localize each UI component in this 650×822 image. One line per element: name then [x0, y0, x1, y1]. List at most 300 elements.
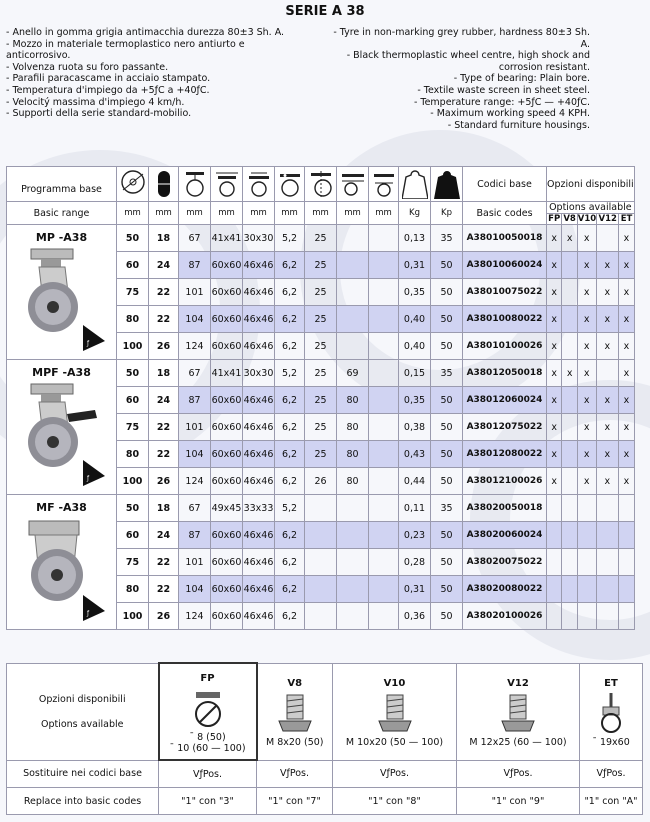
option-mark: x	[577, 441, 596, 468]
options-label-en: Options available	[549, 202, 632, 213]
value-cell: 101	[179, 279, 211, 306]
value-cell: 6,2	[275, 387, 305, 414]
value-cell: 24	[149, 252, 179, 279]
value-cell: 24	[149, 387, 179, 414]
value-cell	[369, 495, 399, 522]
option-mark	[547, 576, 562, 603]
option-mark: x	[619, 387, 635, 414]
dimension-icon-cell	[117, 167, 149, 202]
option-mark: x	[619, 225, 635, 252]
option-mark	[619, 522, 635, 549]
dimension-icon-cell	[369, 167, 399, 202]
options-label-cell	[7, 663, 159, 760]
value-cell: 50	[431, 279, 463, 306]
value-cell: 6,2	[275, 333, 305, 360]
value-cell: 46x46	[243, 549, 275, 576]
value-cell: 67	[179, 225, 211, 252]
option-col-label: V8	[563, 214, 576, 224]
value-cell: 6,2	[275, 279, 305, 306]
value-cell: 33x33	[243, 495, 275, 522]
value-cell: 22	[149, 279, 179, 306]
option-name: ET	[604, 678, 618, 689]
unit-label: mm	[337, 202, 369, 225]
option-mark	[547, 495, 562, 522]
value-cell: 124	[179, 468, 211, 495]
table-row	[7, 225, 635, 252]
value-cell: 60x60	[211, 603, 243, 630]
option-position: VƒPos.	[457, 760, 580, 788]
basic-code: A38020100026	[463, 603, 547, 630]
value-cell: 18	[149, 360, 179, 387]
value-cell: 35	[431, 225, 463, 252]
option-v12-cell	[457, 663, 580, 760]
basic-code: A38012100026	[463, 468, 547, 495]
bolt-icon	[273, 691, 317, 735]
value-cell	[369, 414, 399, 441]
value-cell	[337, 279, 369, 306]
spec-line: - Black thermoplastic wheel centre, high shock and corrosion resistant.	[346, 50, 590, 73]
specs-italian	[6, 27, 306, 120]
option-mark: x	[547, 333, 562, 360]
option-replacement: "1" con "9"	[457, 788, 580, 815]
value-cell: 50	[431, 549, 463, 576]
option-mark: x	[619, 360, 635, 387]
range-label-it: Programma base	[21, 183, 102, 195]
dimension-icon-cell	[275, 167, 305, 202]
option-mark	[547, 522, 562, 549]
option-mark	[596, 576, 619, 603]
unit-label: mm	[117, 202, 149, 225]
option-mark	[547, 603, 562, 630]
product-group-cell	[7, 495, 117, 630]
value-cell: 60x60	[211, 522, 243, 549]
spec-line: - Tyre in non-marking grey rubber, hardness 80±3 Sh. A.	[333, 27, 590, 50]
value-cell	[337, 603, 369, 630]
option-mark	[562, 414, 577, 441]
value-cell: 46x46	[243, 387, 275, 414]
value-cell: 18	[149, 495, 179, 522]
value-cell: 50	[431, 306, 463, 333]
option-mark	[596, 495, 619, 522]
option-mark: x	[547, 306, 562, 333]
option-mark	[619, 549, 635, 576]
option-mark: x	[547, 441, 562, 468]
spec-line: - Velocitý massima d'impiego 4 km/h.	[6, 96, 185, 108]
value-cell: 30x30	[243, 225, 275, 252]
value-cell	[305, 549, 337, 576]
option-mark	[577, 576, 596, 603]
basic-code: A38012050018	[463, 360, 547, 387]
value-cell: 104	[179, 576, 211, 603]
basic-code: A38010075022	[463, 279, 547, 306]
option-fp-cell	[159, 663, 257, 760]
basic-code: A38020050018	[463, 495, 547, 522]
option-mark	[596, 225, 619, 252]
option-mark: x	[619, 333, 635, 360]
value-cell: 25	[305, 333, 337, 360]
value-cell: 5,2	[275, 495, 305, 522]
value-cell	[337, 549, 369, 576]
codes-label-it: Codici base	[477, 178, 532, 190]
codes-label-en: Basic codes	[463, 202, 547, 225]
value-cell: 6,2	[275, 252, 305, 279]
value-cell: 50	[431, 576, 463, 603]
offset-icon	[308, 169, 334, 199]
option-mark: x	[619, 279, 635, 306]
specs-english	[328, 27, 590, 131]
overall-height-icon	[182, 169, 208, 199]
value-cell	[369, 468, 399, 495]
option-mark	[562, 576, 577, 603]
value-cell: 60	[117, 522, 149, 549]
value-cell: 6,2	[275, 414, 305, 441]
value-cell: 75	[117, 279, 149, 306]
options-label-it: Opzioni disponibili	[38, 693, 126, 705]
value-cell: 46x46	[243, 333, 275, 360]
dimension-icon-cell	[399, 167, 431, 202]
value-cell: 87	[179, 387, 211, 414]
value-cell: 25	[305, 225, 337, 252]
option-mark	[619, 495, 635, 522]
value-cell: 100	[117, 468, 149, 495]
brake-height-icon	[340, 169, 366, 199]
value-cell: 0,28	[399, 549, 431, 576]
value-cell: 50	[431, 414, 463, 441]
options-header	[547, 167, 635, 202]
value-cell: 80	[337, 441, 369, 468]
value-cell	[337, 252, 369, 279]
option-description-line: ¯ 8 (50)	[189, 731, 226, 743]
option-name: V12	[507, 678, 529, 689]
value-cell	[369, 279, 399, 306]
value-cell	[305, 603, 337, 630]
option-mark: x	[596, 333, 619, 360]
option-replacement: "1" con "A"	[580, 788, 643, 815]
bolt-icon	[373, 691, 417, 735]
tread-width-icon	[151, 169, 177, 199]
value-cell	[337, 522, 369, 549]
value-cell: 46x46	[243, 306, 275, 333]
bolt-hole-icon	[277, 169, 303, 199]
option-mark: x	[577, 468, 596, 495]
value-cell: 101	[179, 549, 211, 576]
basic-code: A38020075022	[463, 549, 547, 576]
dimension-icon-cell	[305, 167, 337, 202]
value-cell: 50	[117, 225, 149, 252]
option-mark	[577, 495, 596, 522]
value-cell: 101	[179, 414, 211, 441]
value-cell: 50	[431, 387, 463, 414]
unit-label: mm	[149, 202, 179, 225]
value-cell: 80	[117, 576, 149, 603]
option-mark: x	[547, 279, 562, 306]
value-cell: 6,2	[275, 441, 305, 468]
option-name: FP	[200, 672, 215, 684]
plate-size-icon	[214, 169, 240, 199]
spec-line: - Volvenza ruota su foro passante.	[6, 61, 169, 73]
value-cell: 25	[305, 360, 337, 387]
value-cell	[369, 387, 399, 414]
option-description-line: M 10x20 (50 — 100)	[345, 737, 444, 748]
option-position: VƒPos.	[159, 760, 257, 788]
value-cell	[305, 522, 337, 549]
basic-code: A38020080022	[463, 576, 547, 603]
option-mark	[577, 603, 596, 630]
option-mark	[562, 279, 577, 306]
value-cell: 60x60	[211, 441, 243, 468]
option-mark: x	[547, 468, 562, 495]
value-cell	[337, 225, 369, 252]
value-cell: 80	[117, 441, 149, 468]
bolt-icon	[496, 691, 540, 735]
value-cell: 50	[431, 603, 463, 630]
option-mark: x	[577, 387, 596, 414]
option-mark	[562, 495, 577, 522]
option-mark	[562, 441, 577, 468]
option-mark: x	[596, 279, 619, 306]
value-cell: 0,15	[399, 360, 431, 387]
product-table	[6, 166, 635, 630]
value-cell	[369, 522, 399, 549]
option-mark: x	[596, 441, 619, 468]
value-cell: 35	[431, 360, 463, 387]
option-mark	[562, 306, 577, 333]
value-cell: 124	[179, 333, 211, 360]
option-mark: x	[577, 414, 596, 441]
value-cell: 100	[117, 333, 149, 360]
option-mark	[577, 522, 596, 549]
spec-line: - Supporti della serie standard-mobilio.	[6, 108, 192, 120]
basic-code: A38010050018	[463, 225, 547, 252]
value-cell: 60x60	[211, 252, 243, 279]
value-cell: 49x45	[211, 495, 243, 522]
value-cell	[369, 252, 399, 279]
option-description	[160, 732, 256, 754]
value-cell: 100	[117, 603, 149, 630]
value-cell: 26	[305, 468, 337, 495]
basic-code: A38010060024	[463, 252, 547, 279]
value-cell: 0,35	[399, 387, 431, 414]
value-cell	[369, 576, 399, 603]
value-cell: 0,35	[399, 279, 431, 306]
option-col-label: ET	[618, 214, 633, 224]
value-cell	[369, 360, 399, 387]
option-mark: x	[596, 306, 619, 333]
value-cell: 60x60	[211, 333, 243, 360]
value-cell: 50	[117, 495, 149, 522]
option-mark	[619, 576, 635, 603]
option-mark	[596, 549, 619, 576]
value-cell: 35	[431, 495, 463, 522]
replace-label-it: Sostituire nei codici base	[7, 760, 159, 788]
value-cell: 75	[117, 549, 149, 576]
value-cell	[337, 495, 369, 522]
value-cell	[337, 306, 369, 333]
unit-label: mm	[211, 202, 243, 225]
basic-code: A38020060024	[463, 522, 547, 549]
value-cell: 60x60	[211, 576, 243, 603]
option-mark	[619, 603, 635, 630]
value-cell: 50	[431, 468, 463, 495]
dimension-icon-cell	[149, 167, 179, 202]
value-cell: 0,23	[399, 522, 431, 549]
value-cell: 41x41	[211, 225, 243, 252]
value-cell: 75	[117, 414, 149, 441]
spec-line: - Mozzo in materiale termoplastico nero antiurto e anticorrosivo.	[6, 38, 245, 62]
value-cell: 6,2	[275, 576, 305, 603]
unit-label: mm	[243, 202, 275, 225]
value-cell: 46x46	[243, 603, 275, 630]
caster-brake-icon	[17, 380, 113, 490]
option-mark: x	[596, 252, 619, 279]
value-cell: 46x46	[243, 279, 275, 306]
dimension-icon-cell	[337, 167, 369, 202]
value-cell: 80	[337, 468, 369, 495]
option-mark: x	[577, 225, 596, 252]
value-cell: 25	[305, 414, 337, 441]
option-mark: x	[547, 225, 562, 252]
svg-text:ƒ: ƒ	[87, 340, 90, 347]
option-v10-cell	[333, 663, 457, 760]
option-description-line: M 8x20 (50)	[266, 737, 324, 748]
value-cell: 60x60	[211, 468, 243, 495]
option-mark: x	[577, 360, 596, 387]
wheel-diameter-icon	[120, 169, 146, 199]
option-mark: x	[596, 414, 619, 441]
options-sub	[547, 202, 635, 225]
option-et-cell	[580, 663, 643, 760]
option-mark	[547, 549, 562, 576]
value-cell	[305, 576, 337, 603]
value-cell: 24	[149, 522, 179, 549]
option-mark	[562, 333, 577, 360]
value-cell: 50	[431, 441, 463, 468]
value-cell: 80	[337, 387, 369, 414]
product-group-cell	[7, 225, 117, 360]
value-cell	[369, 549, 399, 576]
table-row	[7, 495, 635, 522]
option-mark: x	[577, 252, 596, 279]
value-cell: 5,2	[275, 225, 305, 252]
hole-spacing-icon	[246, 169, 272, 199]
svg-text:ƒ: ƒ	[87, 475, 90, 482]
value-cell: 25	[305, 387, 337, 414]
option-position: VƒPos.	[580, 760, 643, 788]
option-mark: x	[577, 279, 596, 306]
spec-line: - Standard furniture housings.	[447, 119, 590, 131]
option-mark	[577, 549, 596, 576]
value-cell: 0,40	[399, 333, 431, 360]
spec-line: - Maximum working speed 4 KPH.	[430, 108, 590, 120]
option-mark	[562, 252, 577, 279]
svg-text:ƒ: ƒ	[87, 610, 90, 617]
et-caster-icon	[589, 691, 633, 735]
fp-wheel-icon	[186, 686, 230, 730]
option-mark: x	[562, 225, 577, 252]
value-cell: 80	[117, 306, 149, 333]
option-mark	[562, 549, 577, 576]
product-group-name: MF -A38	[36, 501, 87, 514]
value-cell: 6,2	[275, 522, 305, 549]
value-cell	[369, 603, 399, 630]
basic-code: A38010100026	[463, 333, 547, 360]
option-name: V8	[287, 678, 303, 689]
value-cell	[369, 306, 399, 333]
value-cell: 22	[149, 549, 179, 576]
spec-line: - Anello in gomma grigia antimacchia durezza 80±3 Sh. A.	[6, 27, 285, 38]
value-cell: 124	[179, 603, 211, 630]
caster-fixed-icon	[17, 515, 113, 625]
value-cell: 0,38	[399, 414, 431, 441]
option-mark: x	[547, 387, 562, 414]
basic-code: A38012075022	[463, 414, 547, 441]
value-cell: 25	[305, 252, 337, 279]
table-row	[7, 360, 635, 387]
unit-label: mm	[179, 202, 211, 225]
option-description-line: ¯ 19x60	[592, 737, 630, 748]
swivel-radius-icon	[371, 169, 397, 199]
codes-header	[463, 167, 547, 202]
dimension-icon-cell	[431, 167, 463, 202]
value-cell	[369, 225, 399, 252]
option-mark: x	[619, 306, 635, 333]
spec-line: - Temperature range: +5ƒC — +40ƒC.	[413, 96, 590, 108]
dimension-icon-cell	[211, 167, 243, 202]
value-cell: 26	[149, 468, 179, 495]
basic-code: A38010080022	[463, 306, 547, 333]
value-cell: 46x46	[243, 468, 275, 495]
value-cell: 50	[431, 522, 463, 549]
value-cell: 0,31	[399, 252, 431, 279]
spec-line: - Type of bearing: Plain bore.	[453, 73, 590, 85]
product-group-name: MPF -A38	[32, 366, 91, 379]
spec-line: - Textile waste screen in sheet steel.	[417, 84, 590, 96]
value-cell: 87	[179, 252, 211, 279]
option-mark	[562, 522, 577, 549]
value-cell: 50	[431, 252, 463, 279]
value-cell: 25	[305, 279, 337, 306]
value-cell	[337, 333, 369, 360]
option-mark: x	[577, 306, 596, 333]
option-replacement: "1" con "3"	[159, 788, 257, 815]
value-cell: 80	[337, 414, 369, 441]
value-cell: 87	[179, 522, 211, 549]
value-cell: 6,2	[275, 306, 305, 333]
value-cell: 67	[179, 360, 211, 387]
load-kp-icon	[434, 169, 460, 199]
option-position: VƒPos.	[257, 760, 333, 788]
range-header	[7, 167, 117, 202]
value-cell: 22	[149, 576, 179, 603]
option-mark: x	[619, 414, 635, 441]
value-cell: 60x60	[211, 414, 243, 441]
unit-label: mm	[305, 202, 337, 225]
option-description-line: M 12x25 (60 — 100)	[469, 737, 567, 748]
value-cell: 18	[149, 225, 179, 252]
option-mark: x	[547, 252, 562, 279]
value-cell	[369, 333, 399, 360]
option-replacement: "1" con "7"	[257, 788, 333, 815]
value-cell: 46x46	[243, 252, 275, 279]
value-cell: 46x46	[243, 576, 275, 603]
replace-label-en: Replace into basic codes	[7, 788, 159, 815]
value-cell: 25	[305, 441, 337, 468]
product-group-cell	[7, 360, 117, 495]
value-cell: 46x46	[243, 441, 275, 468]
value-cell	[337, 576, 369, 603]
option-mark: x	[577, 333, 596, 360]
option-mark	[596, 603, 619, 630]
